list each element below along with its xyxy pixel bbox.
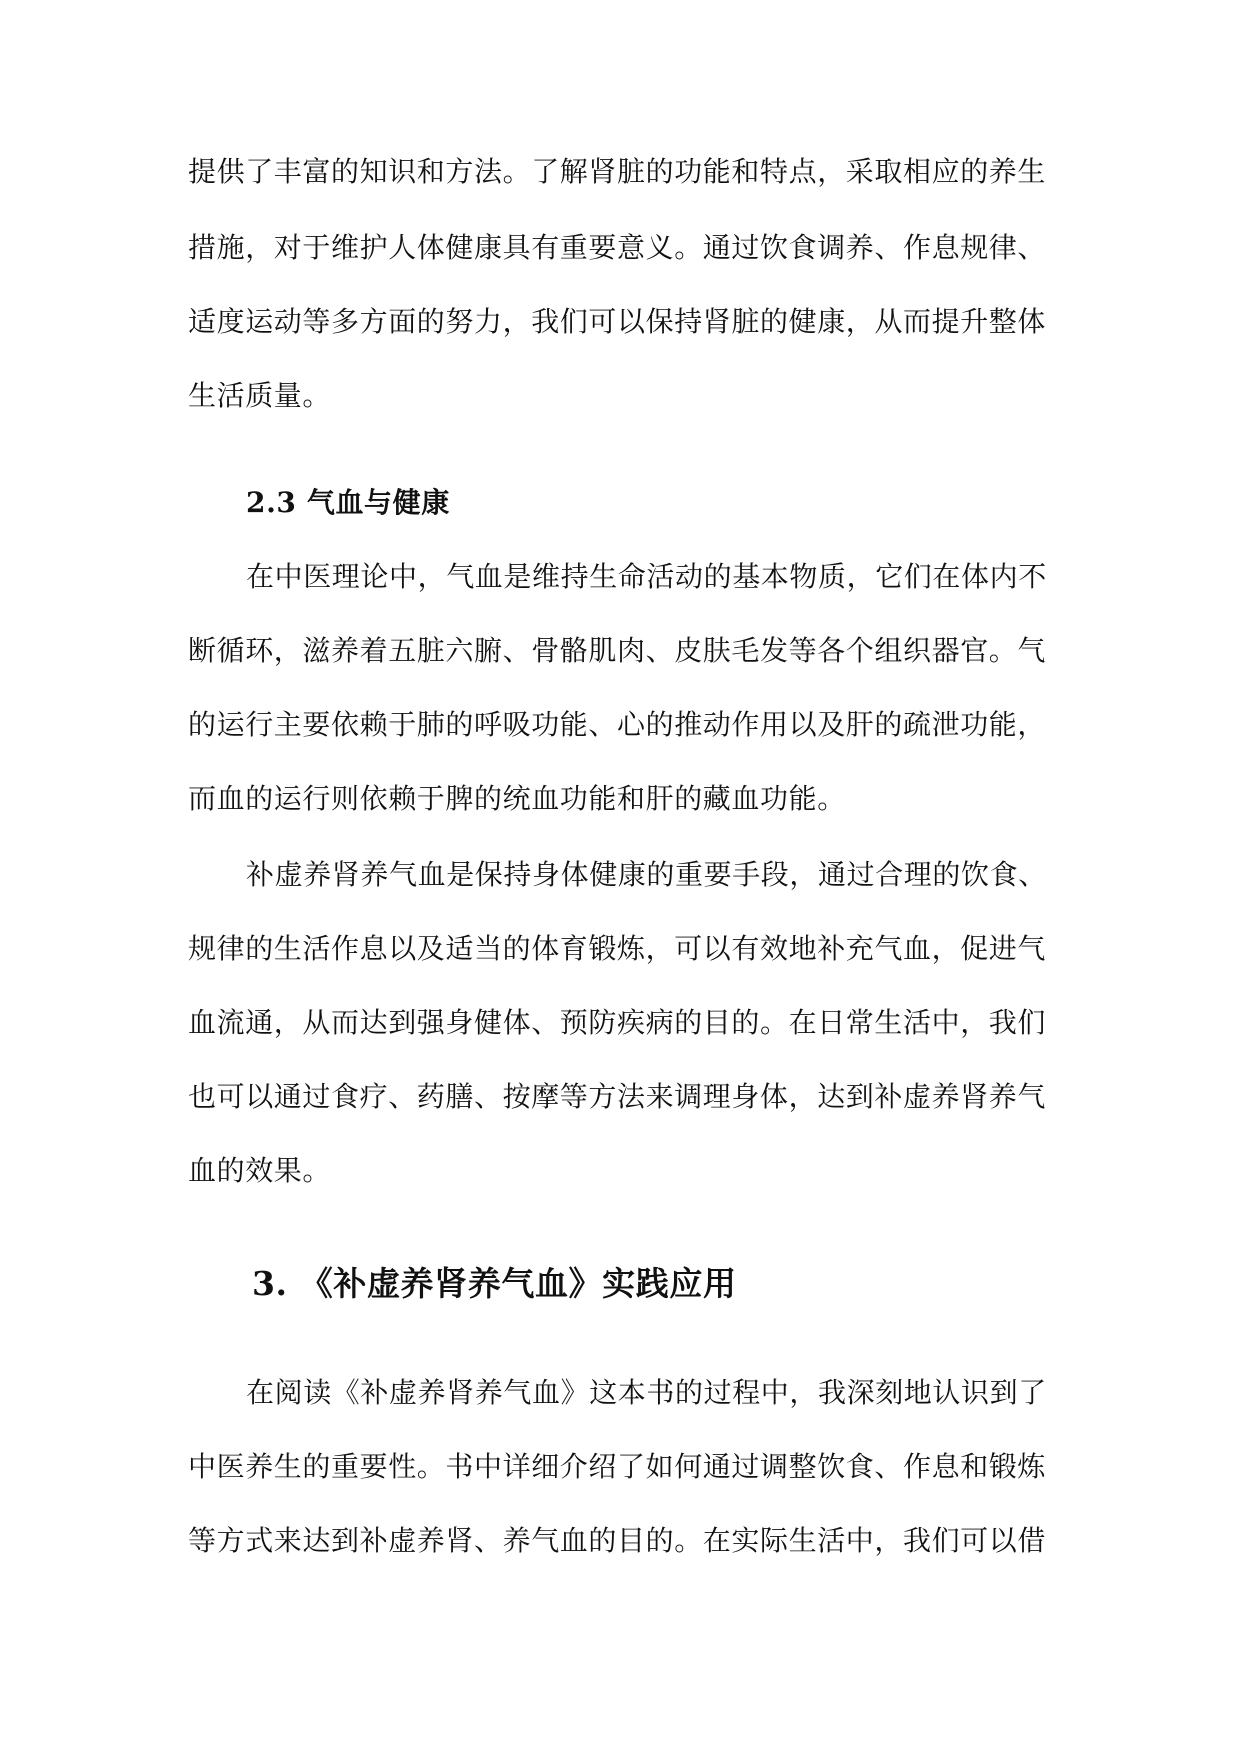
- text-line: 的运行主要依赖于肺的呼吸功能、心的推动作用以及肝的疏泄功能，: [188, 708, 1047, 741]
- text-line: 适度运动等多方面的努力，我们可以保持肾脏的健康，从而提升整体: [188, 305, 1047, 338]
- text-line: 生活质量。: [188, 379, 332, 412]
- text-line: 而血的运行则依赖于脾的统血功能和肝的藏血功能。: [188, 782, 846, 815]
- text-line: 规律的生活作息以及适当的体育锻炼，可以有效地补充气血，促进气: [188, 932, 1047, 965]
- section-heading-2-3: 2.3 气血与健康: [246, 486, 450, 519]
- text-line: 血的效果。: [188, 1154, 332, 1187]
- section-heading-3: 3. 《补虚养肾养气血》实践应用: [252, 1264, 737, 1303]
- text-line: 也可以通过食疗、药膳、按摩等方法来调理身体，达到补虚养肾养气: [188, 1080, 1047, 1113]
- text-line: 血流通，从而达到强身健体、预防疾病的目的。在日常生活中，我们: [188, 1006, 1047, 1039]
- text-line: 等方式来达到补虚养肾、养气血的目的。在实际生活中，我们可以借: [188, 1524, 1047, 1557]
- text-line: 中医养生的重要性。书中详细介绍了如何通过调整饮食、作息和锻炼: [188, 1450, 1047, 1483]
- text-line: 在阅读《补虚养肾养气血》这本书的过程中，我深刻地认识到了: [246, 1376, 1047, 1409]
- text-line: 补虚养肾养气血是保持身体健康的重要手段，通过合理的饮食、: [246, 858, 1047, 891]
- text-line: 断循环，滋养着五脏六腑、骨骼肌肉、皮肤毛发等各个组织器官。气: [188, 634, 1047, 667]
- text-line: 在中医理论中，气血是维持生命活动的基本物质，它们在体内不: [246, 560, 1047, 593]
- text-line: 措施，对于维护人体健康具有重要意义。通过饮食调养、作息规律、: [188, 231, 1047, 264]
- text-line: 提供了丰富的知识和方法。了解肾脏的功能和特点，采取相应的养生: [188, 155, 1047, 188]
